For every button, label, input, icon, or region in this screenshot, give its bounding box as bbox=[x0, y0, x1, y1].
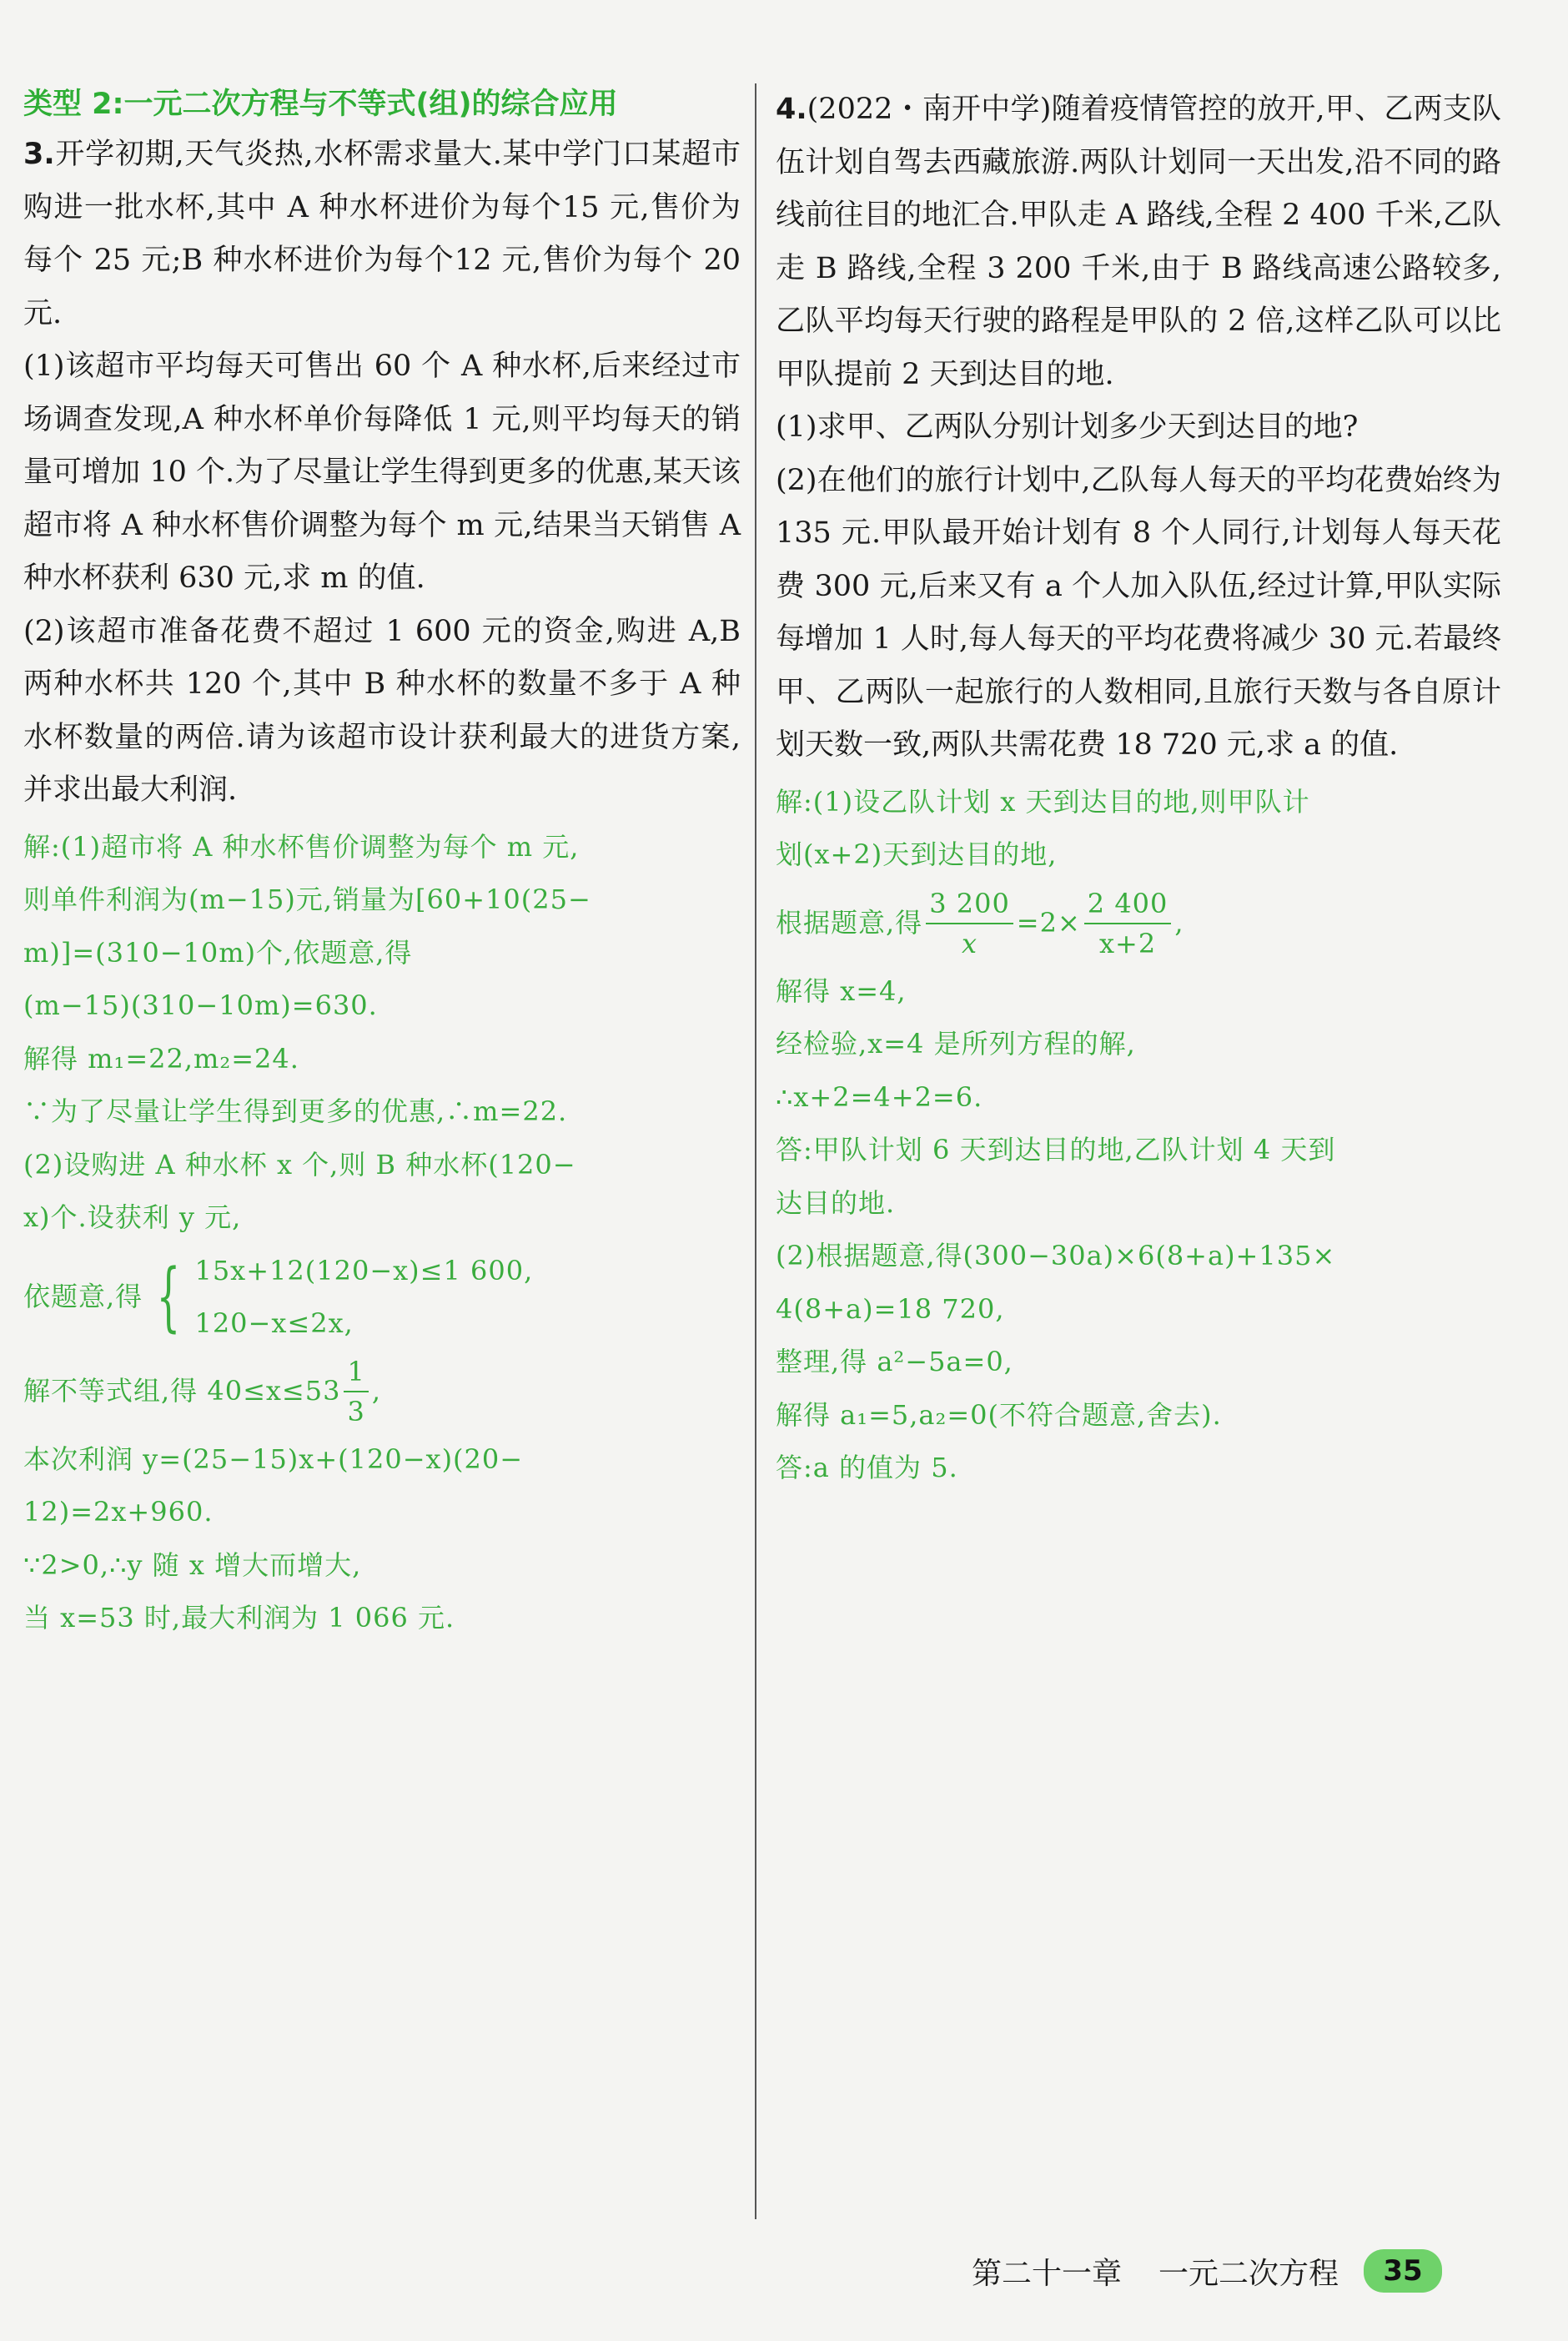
answer-line: ∴x+2=4+2=6. bbox=[776, 1080, 983, 1113]
question-part-2: (2)该超市准备花费不超过 1 600 元的资金,购进 A,B 两种水杯共 120 个,其中 B 种水杯的数量不多于 A 种水杯数量的两倍.请为该超市设计获利最大的进货方案,并求出最大利润. bbox=[23, 614, 741, 807]
answer-line: (2)根据题意,得(300−30a)×6(8+a)+135× bbox=[776, 1240, 1336, 1271]
answer-line: 解:(1)超市将 A 种水杯售价调整为每个 m 元, bbox=[23, 830, 580, 863]
answer-3 bbox=[23, 821, 741, 1645]
answer-line: 则单件利润为(m−15)元,销量为[60+10(25− bbox=[23, 884, 591, 915]
answer-line: ∵2>0,∴y 随 x 增大而增大, bbox=[23, 1548, 362, 1581]
brace-symbol: { bbox=[156, 1252, 181, 1341]
inequality-2: 120−x≤2x, bbox=[194, 1306, 354, 1339]
answer-line: 12)=2x+960. bbox=[23, 1496, 214, 1528]
question-part-2: (2)在他们的旅行计划中,乙队每人每天的平均花费始终为 135 元.甲队最开始计划有 8 个人同行,计划每人每天花费 300 元,后来又有 a 个人加入队伍,经过计算,甲队实际每增加 1 人时,每人每天的平均花费将减少 30 元.若最终甲、乙两队一起旅行的人数相同,且旅行天数与各自原计划天数一致,两队共需花费 18 720 元,求 a 的值. bbox=[776, 463, 1501, 762]
chapter-label: 第二十一章 bbox=[972, 2256, 1123, 2291]
answer-line: 整理,得 a²−5a=0, bbox=[776, 1346, 1013, 1377]
chapter-title: 一元二次方程 bbox=[1158, 2256, 1339, 2291]
fraction-denominator: x bbox=[961, 927, 978, 959]
answer-line: 达目的地. bbox=[776, 1186, 896, 1219]
inequality-system bbox=[23, 1245, 741, 1350]
answer-line: 解得 a₁=5,a₂=0(不符合题意,舍去). bbox=[776, 1398, 1222, 1431]
fraction-numerator: 3 200 bbox=[926, 884, 1013, 924]
page-footer bbox=[972, 2248, 1442, 2294]
answer-line: 解:(1)设乙队计划 x 天到达目的地,则甲队计 bbox=[776, 785, 1310, 818]
answer-line: 答:a 的值为 5. bbox=[776, 1452, 958, 1483]
fraction-denominator: x+2 bbox=[1098, 927, 1157, 959]
answer-line: ∵为了尽量让学生得到更多的优惠,∴m=22. bbox=[23, 1095, 568, 1127]
answer-text: =2× bbox=[1016, 906, 1081, 939]
question-part-1: (1)该超市平均每天可售出 60 个 A 种水杯,后来经过市场调查发现,A 种水杯单价每降低 1 元,则平均每天的销量可增加 10 个.为了尽量让学生得到更多的优惠,某天该超市将 A 种水杯售价调整为每个 m 元,结果当天销售 A 种水杯获利 630 元,求 m 的值. bbox=[23, 350, 741, 595]
answer-line: (m−15)(310−10m)=630. bbox=[23, 989, 378, 1021]
answer-line: m)]=(310−10m)个,依题意,得 bbox=[23, 936, 413, 969]
answer-text: 解不等式组,得 40≤x≤53 bbox=[23, 1374, 341, 1407]
system-prefix: 依题意,得 bbox=[23, 1280, 143, 1312]
question-part-1: (1)求甲、乙两队分别计划多少天到达目的地? bbox=[776, 410, 1359, 444]
section-heading: 类型 2:一元二次方程与不等式(组)的综合应用 bbox=[23, 88, 618, 121]
answer-line: x)个.设获利 y 元, bbox=[23, 1201, 242, 1233]
answer-line: 经检验,x=4 是所列方程的解, bbox=[776, 1028, 1136, 1060]
answer-text: , bbox=[1174, 906, 1184, 939]
answer-line: 解得 m₁=22,m₂=24. bbox=[23, 1042, 299, 1075]
answer-line: 划(x+2)天到达目的地, bbox=[776, 838, 1058, 870]
fraction-numerator: 2 400 bbox=[1084, 884, 1172, 924]
answer-text: 根据题意,得 bbox=[776, 906, 923, 939]
equation-line bbox=[776, 882, 1501, 965]
question-number: 3. bbox=[23, 138, 55, 171]
fraction-numerator: 1 bbox=[344, 1352, 368, 1392]
answer-text: , bbox=[371, 1374, 381, 1407]
fraction-2 bbox=[1084, 884, 1172, 963]
right-column bbox=[776, 83, 1501, 1495]
page-number-badge: 35 bbox=[1364, 2249, 1442, 2293]
question-4 bbox=[776, 83, 1501, 773]
left-column bbox=[23, 83, 741, 1645]
answer-line: (2)设购进 A 种水杯 x 个,则 B 种水杯(120− bbox=[23, 1148, 576, 1181]
answer-4 bbox=[776, 776, 1501, 1495]
question-stem: 开学初期,天气炎热,水杯需求量大.某中学门口某超市购进一批水杯,其中 A 种水杯进价为每个15 元,售价为每个 25 元;B 种水杯进价为每个12 元,售价为每个 20 元. bbox=[23, 138, 741, 330]
mixed-fraction bbox=[344, 1352, 368, 1431]
question-3 bbox=[23, 128, 741, 818]
fraction-1 bbox=[926, 884, 1013, 963]
answer-line: 答:甲队计划 6 天到达目的地,乙队计划 4 天到 bbox=[776, 1134, 1336, 1165]
answer-line: 解得 x=4, bbox=[776, 974, 907, 1007]
answer-line: 4(8+a)=18 720, bbox=[776, 1292, 1005, 1325]
question-number: 4. bbox=[776, 93, 807, 126]
answer-line-fraction bbox=[23, 1350, 741, 1433]
answer-line: 本次利润 y=(25−15)x+(120−x)(20− bbox=[23, 1442, 524, 1475]
question-stem: (2022・南开中学)随着疫情管控的放开,甲、乙两支队伍计划自驾去西藏旅游.两队计划同一天出发,沿不同的路线前往目的地汇合.甲队走 A 路线,全程 2 400 千米,乙队走 B 路线,全程 3 200 千米,由于 B 路线高速公路较多,乙队平均每天行驶的路程是甲队的 2 倍,这样乙队可以比甲队提前 2 天到达目的地. bbox=[776, 93, 1501, 391]
column-divider bbox=[755, 83, 756, 2219]
fraction-denominator: 3 bbox=[347, 1395, 365, 1427]
answer-line: 当 x=53 时,最大利润为 1 066 元. bbox=[23, 1602, 455, 1634]
inequality-1: 15x+12(120−x)≤1 600, bbox=[194, 1254, 534, 1286]
